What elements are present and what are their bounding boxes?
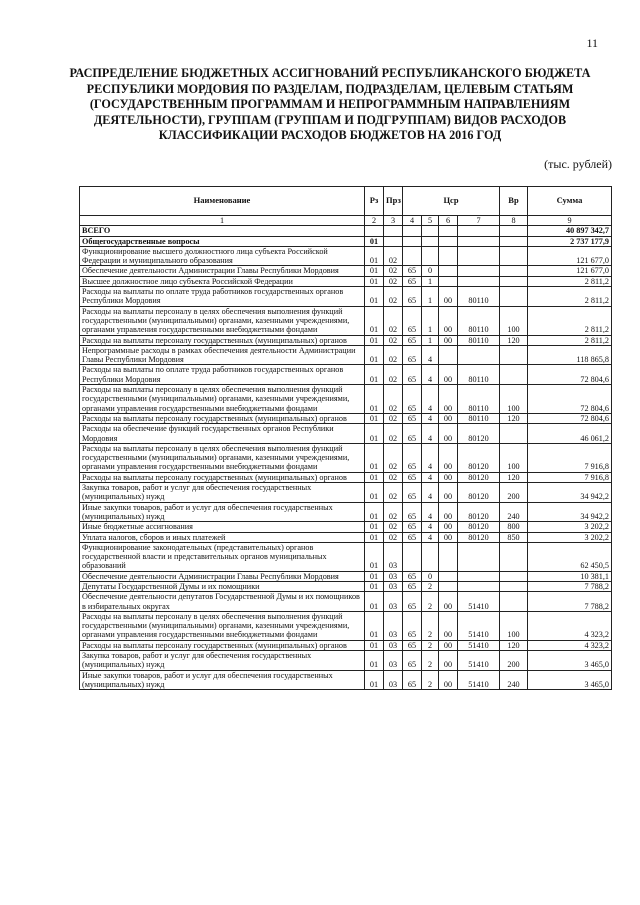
- cell-csr-subprogram: 4: [422, 443, 439, 472]
- cell-rz: 01: [365, 385, 384, 414]
- cell-csr-direction: [458, 246, 500, 266]
- cell-vr: [500, 571, 528, 581]
- cell-csr-program: 65: [403, 287, 422, 307]
- cell-csr-subprogram: 4: [422, 502, 439, 522]
- cell-vr: 120: [500, 335, 528, 345]
- cell-csr-subprogram: [422, 236, 439, 246]
- cell-rz: 01: [365, 246, 384, 266]
- cell-csr-program: 65: [403, 266, 422, 276]
- cell-prz: 02: [384, 287, 403, 307]
- cell-prz: 02: [384, 522, 403, 532]
- cell-csr-program: 65: [403, 502, 422, 522]
- cell-prz: [384, 226, 403, 236]
- cell-sum: 121 677,0: [528, 246, 612, 266]
- cell-name: Обеспечение деятельности депутатов Государственной Думы и их помощников в избирательных округах: [80, 592, 365, 612]
- cell-csr-program: 65: [403, 335, 422, 345]
- cell-csr-main-event: [439, 542, 458, 571]
- cell-sum: 10 381,1: [528, 571, 612, 581]
- cell-csr-direction: 80120: [458, 532, 500, 542]
- cell-csr-subprogram: 4: [422, 385, 439, 414]
- table-row: [80, 611, 612, 640]
- cell-csr-subprogram: 2: [422, 581, 439, 591]
- cell-vr: 100: [500, 306, 528, 335]
- cell-vr: 120: [500, 472, 528, 482]
- cell-name: Расходы на выплаты персоналу государственных (муниципальных) органов: [80, 413, 365, 423]
- cell-sum: 7 916,8: [528, 472, 612, 482]
- cell-vr: [500, 246, 528, 266]
- cell-csr-main-event: [439, 276, 458, 286]
- cell-csr-program: 65: [403, 581, 422, 591]
- cell-vr: 200: [500, 483, 528, 503]
- cell-vr: [500, 424, 528, 444]
- cell-vr: 100: [500, 385, 528, 414]
- cell-name: Уплата налогов, сборов и иных платежей: [80, 532, 365, 542]
- cell-csr-main-event: 00: [439, 443, 458, 472]
- cell-sum: 2 811,2: [528, 276, 612, 286]
- cell-csr-program: 65: [403, 306, 422, 335]
- cell-csr-direction: [458, 571, 500, 581]
- table-row: [80, 266, 612, 276]
- cell-name: Обеспечение деятельности Администрации Главы Республики Мордовия: [80, 266, 365, 276]
- cell-rz: 01: [365, 365, 384, 385]
- cell-csr-direction: [458, 266, 500, 276]
- cell-sum: 2 811,2: [528, 335, 612, 345]
- cell-csr-subprogram: 4: [422, 413, 439, 423]
- cell-rz: 01: [365, 424, 384, 444]
- cell-csr-main-event: 00: [439, 424, 458, 444]
- cell-prz: 02: [384, 365, 403, 385]
- cell-rz: 01: [365, 611, 384, 640]
- cell-prz: 03: [384, 592, 403, 612]
- col-number: 7: [458, 216, 500, 226]
- cell-prz: 02: [384, 413, 403, 423]
- cell-vr: [500, 345, 528, 365]
- cell-vr: 800: [500, 522, 528, 532]
- table-row: [80, 424, 612, 444]
- table-row: [80, 335, 612, 345]
- table-row: [80, 365, 612, 385]
- cell-csr-main-event: 00: [439, 413, 458, 423]
- cell-csr-program: 65: [403, 592, 422, 612]
- cell-sum: 4 323,2: [528, 640, 612, 650]
- cell-prz: 02: [384, 246, 403, 266]
- cell-name: Закупка товаров, работ и услуг для обеспечения государственных (муниципальных) нужд: [80, 651, 365, 671]
- cell-prz: 03: [384, 670, 403, 690]
- cell-csr-direction: 51410: [458, 592, 500, 612]
- cell-rz: 01: [365, 592, 384, 612]
- document-title: РАСПРЕДЕЛЕНИЕ БЮДЖЕТНЫХ АССИГНОВАНИЙ РЕСПУБЛИКАНСКОГО БЮДЖЕТА РЕСПУБЛИКИ МОРДОВИЯ ПО РАЗДЕЛАМ, ПОДРАЗДЕЛАМ, ЦЕЛЕВЫМ СТАТЬЯМ (ГОСУДАРСТВЕННЫМ ПРОГРАММАМ И НЕПРОГРАММНЫМ НАПРАВЛЕНИЯМ ДЕЯТЕЛЬНОСТИ), ГРУППАМ (ГРУППАМ И ПОДГРУППАМ) ВИДОВ РАСХОДОВ КЛАССИФИКАЦИИ РАСХОДОВ БЮДЖЕТОВ НА 2016 ГОД: [69, 66, 591, 142]
- cell-csr-main-event: 00: [439, 640, 458, 650]
- cell-sum: 3 465,0: [528, 670, 612, 690]
- cell-sum: 72 804,6: [528, 365, 612, 385]
- cell-name: Функционирование законодательных (представительных) органов государственной власти и представительных органов муниципальных образований: [80, 542, 365, 571]
- table-row: [80, 571, 612, 581]
- cell-csr-direction: 80120: [458, 443, 500, 472]
- cell-name: Расходы на обеспечение функций государственных органов Республики Мордовия: [80, 424, 365, 444]
- cell-prz: 02: [384, 502, 403, 522]
- cell-csr-main-event: [439, 246, 458, 266]
- table-row: [80, 502, 612, 522]
- cell-prz: 02: [384, 472, 403, 482]
- cell-prz: 03: [384, 542, 403, 571]
- cell-sum: 2 811,2: [528, 287, 612, 307]
- cell-csr-main-event: 00: [439, 287, 458, 307]
- cell-csr-program: 65: [403, 472, 422, 482]
- cell-csr-subprogram: 4: [422, 483, 439, 503]
- cell-csr-direction: 80120: [458, 522, 500, 532]
- cell-name: Расходы на выплаты персоналу государственных (муниципальных) органов: [80, 335, 365, 345]
- cell-csr-program: 65: [403, 670, 422, 690]
- cell-name: Иные закупки товаров, работ и услуг для обеспечения государственных (муниципальных) нужд: [80, 502, 365, 522]
- cell-prz: 03: [384, 581, 403, 591]
- cell-vr: [500, 365, 528, 385]
- cell-csr-main-event: [439, 571, 458, 581]
- cell-sum: 72 804,6: [528, 413, 612, 423]
- cell-name: Расходы на выплаты персоналу в целях обеспечения выполнения функций государственными (муниципальными) органами, казенными учреждениями, органами управления государственными внебюджетными фондами: [80, 611, 365, 640]
- cell-sum: 34 942,2: [528, 483, 612, 503]
- cell-vr: [500, 592, 528, 612]
- table-row: [80, 472, 612, 482]
- table-body: [80, 226, 612, 690]
- cell-csr-main-event: 00: [439, 592, 458, 612]
- cell-sum: 118 865,8: [528, 345, 612, 365]
- cell-csr-subprogram: 2: [422, 611, 439, 640]
- cell-csr-main-event: 00: [439, 335, 458, 345]
- cell-rz: 01: [365, 306, 384, 335]
- header-prz: Прз: [384, 187, 403, 216]
- cell-name: Иные закупки товаров, работ и услуг для обеспечения государственных (муниципальных) нужд: [80, 670, 365, 690]
- cell-vr: 850: [500, 532, 528, 542]
- cell-vr: [500, 236, 528, 246]
- table-row: [80, 306, 612, 335]
- cell-csr-direction: [458, 276, 500, 286]
- cell-rz: 01: [365, 345, 384, 365]
- cell-csr-subprogram: 1: [422, 287, 439, 307]
- page-number: 11: [586, 36, 598, 50]
- cell-csr-program: 65: [403, 640, 422, 650]
- cell-csr-subprogram: 0: [422, 266, 439, 276]
- cell-prz: 03: [384, 571, 403, 581]
- header-rz: Рз: [365, 187, 384, 216]
- cell-rz: 01: [365, 581, 384, 591]
- cell-prz: 02: [384, 532, 403, 542]
- table-row: [80, 670, 612, 690]
- cell-name: Иные бюджетные ассигнования: [80, 522, 365, 532]
- cell-rz: 01: [365, 335, 384, 345]
- cell-csr-main-event: 00: [439, 532, 458, 542]
- cell-rz: 01: [365, 640, 384, 650]
- cell-prz: 02: [384, 345, 403, 365]
- col-number: 6: [439, 216, 458, 226]
- table-row: [80, 483, 612, 503]
- col-number: 4: [403, 216, 422, 226]
- table-row: [80, 246, 612, 266]
- cell-name: Расходы на выплаты персоналу в целях обеспечения выполнения функций государственными (муниципальными) органами, казенными учреждениями, органами управления государственными внебюджетными фондами: [80, 385, 365, 414]
- cell-csr-direction: 80120: [458, 472, 500, 482]
- cell-csr-direction: 51410: [458, 611, 500, 640]
- cell-csr-subprogram: 2: [422, 640, 439, 650]
- cell-name: Расходы на выплаты по оплате труда работников государственных органов Республики Мордовия: [80, 365, 365, 385]
- cell-prz: 02: [384, 483, 403, 503]
- cell-csr-direction: 51410: [458, 651, 500, 671]
- cell-csr-subprogram: 4: [422, 345, 439, 365]
- cell-name: Расходы на выплаты персоналу в целях обеспечения выполнения функций государственными (муниципальными) органами, казенными учреждениями, органами управления государственными внебюджетными фондами: [80, 443, 365, 472]
- cell-sum: 2 811,2: [528, 306, 612, 335]
- cell-rz: 01: [365, 236, 384, 246]
- cell-prz: 02: [384, 335, 403, 345]
- cell-csr-direction: 80120: [458, 424, 500, 444]
- cell-vr: [500, 276, 528, 286]
- table-row: [80, 385, 612, 414]
- cell-csr-program: 65: [403, 443, 422, 472]
- table-row: [80, 592, 612, 612]
- cell-csr-subprogram: [422, 542, 439, 571]
- cell-rz: 01: [365, 502, 384, 522]
- cell-csr-subprogram: [422, 226, 439, 236]
- table-row: [80, 542, 612, 571]
- table-row: [80, 236, 612, 246]
- cell-csr-program: 65: [403, 651, 422, 671]
- cell-csr-direction: 80110: [458, 413, 500, 423]
- cell-rz: 01: [365, 571, 384, 581]
- cell-csr-main-event: 00: [439, 472, 458, 482]
- cell-vr: 200: [500, 651, 528, 671]
- cell-csr-direction: 51410: [458, 640, 500, 650]
- cell-csr-direction: 51410: [458, 670, 500, 690]
- cell-name: ВСЕГО: [80, 226, 365, 236]
- cell-csr-subprogram: [422, 246, 439, 266]
- col-number: 1: [80, 216, 365, 226]
- cell-rz: 01: [365, 542, 384, 571]
- cell-rz: 01: [365, 287, 384, 307]
- cell-rz: [365, 226, 384, 236]
- cell-vr: 100: [500, 611, 528, 640]
- cell-csr-main-event: [439, 236, 458, 246]
- cell-sum: 40 897 342,7: [528, 226, 612, 236]
- cell-csr-main-event: 00: [439, 611, 458, 640]
- col-number: 5: [422, 216, 439, 226]
- cell-csr-main-event: 00: [439, 522, 458, 532]
- table-row: [80, 581, 612, 591]
- cell-prz: 03: [384, 611, 403, 640]
- cell-csr-subprogram: 2: [422, 670, 439, 690]
- cell-sum: 2 737 177,9: [528, 236, 612, 246]
- cell-prz: [384, 236, 403, 246]
- cell-name: Общегосударственные вопросы: [80, 236, 365, 246]
- cell-csr-program: [403, 542, 422, 571]
- cell-csr-main-event: [439, 266, 458, 276]
- cell-csr-program: 65: [403, 571, 422, 581]
- cell-sum: 7 788,2: [528, 592, 612, 612]
- cell-csr-program: 65: [403, 424, 422, 444]
- cell-csr-program: 65: [403, 365, 422, 385]
- col-number: 3: [384, 216, 403, 226]
- column-number-row: [80, 216, 612, 226]
- cell-csr-subprogram: 1: [422, 306, 439, 335]
- cell-vr: [500, 581, 528, 591]
- cell-csr-program: [403, 236, 422, 246]
- units-label: (тыс. рублей): [544, 157, 612, 171]
- cell-name: Непрограммные расходы в рамках обеспечения деятельности Администрации Главы Республики Мордовия: [80, 345, 365, 365]
- cell-csr-program: 65: [403, 385, 422, 414]
- cell-csr-subprogram: 1: [422, 335, 439, 345]
- cell-vr: [500, 287, 528, 307]
- cell-csr-direction: 80110: [458, 385, 500, 414]
- cell-csr-subprogram: 4: [422, 472, 439, 482]
- table-row: [80, 413, 612, 423]
- cell-csr-program: 65: [403, 522, 422, 532]
- table-row: [80, 226, 612, 236]
- cell-csr-subprogram: 0: [422, 571, 439, 581]
- cell-csr-subprogram: 4: [422, 365, 439, 385]
- cell-csr-program: 65: [403, 532, 422, 542]
- col-number: 9: [528, 216, 612, 226]
- cell-vr: 120: [500, 413, 528, 423]
- header-row: [80, 187, 612, 216]
- cell-prz: 02: [384, 276, 403, 286]
- cell-sum: 62 450,5: [528, 542, 612, 571]
- budget-table: [79, 186, 612, 690]
- cell-csr-program: [403, 226, 422, 236]
- cell-name: Обеспечение деятельности Администрации Главы Республики Мордовия: [80, 571, 365, 581]
- cell-csr-subprogram: 2: [422, 592, 439, 612]
- cell-rz: 01: [365, 266, 384, 276]
- cell-csr-main-event: [439, 345, 458, 365]
- cell-name: Высшее должностное лицо субъекта Российской Федерации: [80, 276, 365, 286]
- cell-prz: 02: [384, 443, 403, 472]
- header-sum: Сумма: [528, 187, 612, 216]
- cell-rz: 01: [365, 443, 384, 472]
- cell-vr: 240: [500, 670, 528, 690]
- cell-csr-subprogram: 1: [422, 276, 439, 286]
- cell-csr-program: 65: [403, 345, 422, 365]
- table-row: [80, 640, 612, 650]
- cell-prz: 03: [384, 651, 403, 671]
- cell-csr-program: 65: [403, 276, 422, 286]
- cell-csr-direction: [458, 226, 500, 236]
- cell-csr-main-event: 00: [439, 502, 458, 522]
- cell-vr: [500, 226, 528, 236]
- cell-csr-direction: 80110: [458, 335, 500, 345]
- cell-name: Депутаты Государственной Думы и их помощники: [80, 581, 365, 591]
- header-name: Наименование: [80, 187, 365, 216]
- table-row: [80, 345, 612, 365]
- cell-vr: [500, 266, 528, 276]
- cell-csr-program: 65: [403, 611, 422, 640]
- cell-sum: 4 323,2: [528, 611, 612, 640]
- cell-csr-program: 65: [403, 483, 422, 503]
- cell-csr-program: [403, 246, 422, 266]
- cell-csr-main-event: [439, 581, 458, 591]
- table-row: [80, 522, 612, 532]
- cell-csr-subprogram: 4: [422, 522, 439, 532]
- col-number: 8: [500, 216, 528, 226]
- cell-csr-direction: 80120: [458, 502, 500, 522]
- header-csr: Цср: [403, 187, 500, 216]
- cell-sum: 3 202,2: [528, 532, 612, 542]
- cell-prz: 02: [384, 385, 403, 414]
- cell-csr-direction: [458, 542, 500, 571]
- header-vr: Вр: [500, 187, 528, 216]
- cell-vr: 240: [500, 502, 528, 522]
- table-row: [80, 443, 612, 472]
- cell-csr-subprogram: 4: [422, 532, 439, 542]
- cell-rz: 01: [365, 276, 384, 286]
- cell-name: Расходы на выплаты персоналу государственных (муниципальных) органов: [80, 640, 365, 650]
- cell-vr: 120: [500, 640, 528, 650]
- cell-rz: 01: [365, 651, 384, 671]
- cell-name: Закупка товаров, работ и услуг для обеспечения государственных (муниципальных) нужд: [80, 483, 365, 503]
- cell-sum: 3 465,0: [528, 651, 612, 671]
- cell-name: Функционирование высшего должностного лица субъекта Российской Федерации и муниципального образования: [80, 246, 365, 266]
- cell-prz: 02: [384, 266, 403, 276]
- cell-csr-direction: 80120: [458, 483, 500, 503]
- cell-rz: 01: [365, 522, 384, 532]
- cell-rz: 01: [365, 413, 384, 423]
- cell-csr-direction: [458, 236, 500, 246]
- col-number: 2: [365, 216, 384, 226]
- cell-sum: 46 061,2: [528, 424, 612, 444]
- table-row: [80, 287, 612, 307]
- cell-sum: 34 942,2: [528, 502, 612, 522]
- cell-csr-direction: [458, 581, 500, 591]
- cell-sum: 121 677,0: [528, 266, 612, 276]
- cell-rz: 01: [365, 483, 384, 503]
- cell-prz: 02: [384, 306, 403, 335]
- table-row: [80, 532, 612, 542]
- cell-csr-direction: 80110: [458, 365, 500, 385]
- cell-rz: 01: [365, 472, 384, 482]
- cell-csr-subprogram: 4: [422, 424, 439, 444]
- cell-prz: 02: [384, 424, 403, 444]
- table-row: [80, 651, 612, 671]
- cell-csr-main-event: [439, 226, 458, 236]
- cell-csr-main-event: 00: [439, 306, 458, 335]
- cell-sum: 3 202,2: [528, 522, 612, 532]
- cell-sum: 7 788,2: [528, 581, 612, 591]
- cell-sum: 7 916,8: [528, 443, 612, 472]
- cell-csr-direction: 80110: [458, 306, 500, 335]
- cell-csr-main-event: 00: [439, 385, 458, 414]
- cell-csr-program: 65: [403, 413, 422, 423]
- cell-sum: 72 804,6: [528, 385, 612, 414]
- cell-csr-main-event: 00: [439, 651, 458, 671]
- cell-csr-subprogram: 2: [422, 651, 439, 671]
- cell-csr-main-event: 00: [439, 365, 458, 385]
- cell-name: Расходы на выплаты по оплате труда работников государственных органов Республики Мордовия: [80, 287, 365, 307]
- cell-csr-main-event: 00: [439, 483, 458, 503]
- cell-prz: 03: [384, 640, 403, 650]
- cell-csr-direction: [458, 345, 500, 365]
- cell-rz: 01: [365, 532, 384, 542]
- cell-name: Расходы на выплаты персоналу государственных (муниципальных) органов: [80, 472, 365, 482]
- cell-csr-direction: 80110: [458, 287, 500, 307]
- table-row: [80, 276, 612, 286]
- cell-vr: [500, 542, 528, 571]
- cell-vr: 100: [500, 443, 528, 472]
- cell-csr-main-event: 00: [439, 670, 458, 690]
- cell-name: Расходы на выплаты персоналу в целях обеспечения выполнения функций государственными (муниципальными) органами, казенными учреждениями, органами управления государственными внебюджетными фондами: [80, 306, 365, 335]
- cell-rz: 01: [365, 670, 384, 690]
